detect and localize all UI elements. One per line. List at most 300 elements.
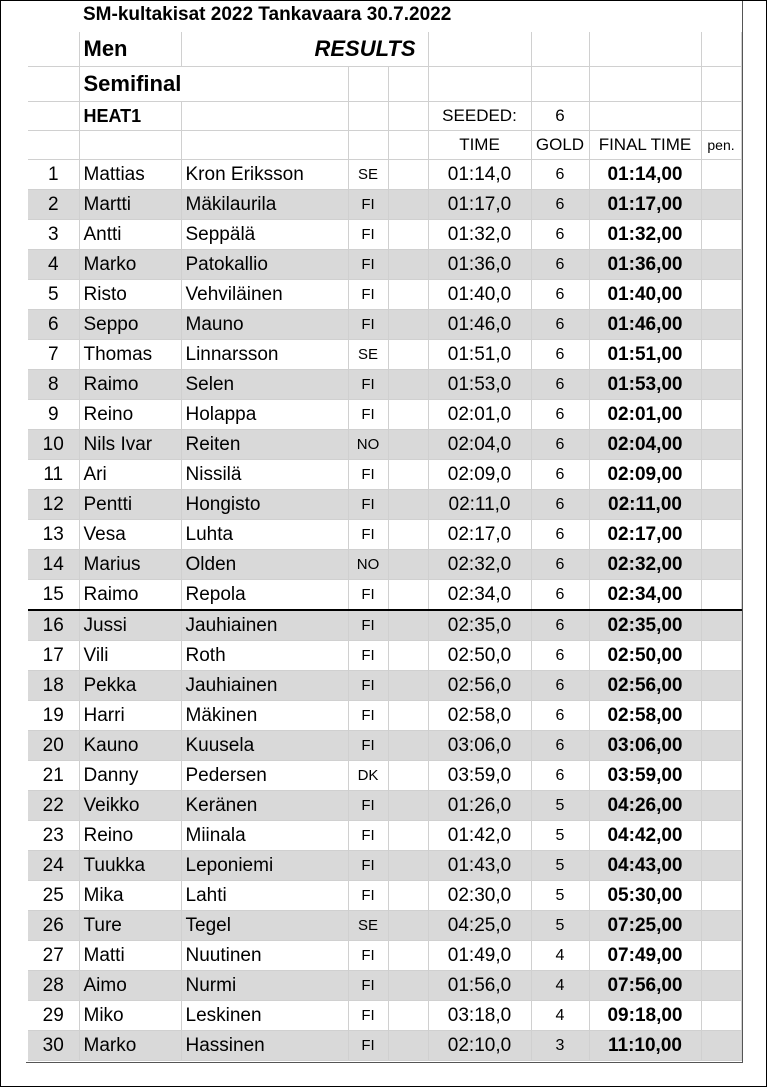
cell-penalty [701, 580, 741, 611]
cell-penalty [701, 550, 741, 580]
cell-rank: 9 [28, 400, 79, 430]
round-label: Semifinal [79, 67, 348, 102]
cell-country: FI [348, 400, 388, 430]
cell-time: 01:40,0 [428, 280, 531, 310]
cell-penalty [701, 490, 741, 520]
column-header-time: TIME [428, 131, 531, 160]
cell-empty [388, 791, 428, 821]
cell-country: FI [348, 250, 388, 280]
cell-gold: 6 [531, 310, 589, 340]
cell-first-name: Raimo [79, 370, 181, 400]
cell-time: 03:59,0 [428, 761, 531, 791]
cell-country: FI [348, 971, 388, 1001]
cell-empty [388, 821, 428, 851]
cell-last-name: Nuutinen [181, 941, 348, 971]
cell-rank: 30 [28, 1031, 79, 1061]
cell-empty [388, 340, 428, 370]
cell-gold: 3 [531, 1031, 589, 1061]
cell-time: 02:10,0 [428, 1031, 531, 1061]
cell-last-name: Patokallio [181, 250, 348, 280]
cell-empty [388, 610, 428, 641]
cell-country: DK [348, 761, 388, 791]
cell-gold: 6 [531, 761, 589, 791]
cell-rank: 13 [28, 520, 79, 550]
table-row [28, 460, 741, 490]
cell-final-time: 04:43,00 [589, 851, 701, 881]
cell-penalty [701, 220, 741, 250]
cell-time: 02:35,0 [428, 610, 531, 641]
cell-penalty [701, 340, 741, 370]
cell-final-time: 05:30,00 [589, 881, 701, 911]
cell-first-name: Vesa [79, 520, 181, 550]
cell-rank: 29 [28, 1001, 79, 1031]
cell-last-name: Leskinen [181, 1001, 348, 1031]
cell-last-name: Lahti [181, 881, 348, 911]
cell-empty [388, 190, 428, 220]
cell-gold: 6 [531, 190, 589, 220]
cell-time: 01:14,0 [428, 160, 531, 190]
cell-penalty [701, 310, 741, 340]
cell-penalty [701, 791, 741, 821]
cell-gold: 5 [531, 911, 589, 941]
cell-empty [388, 971, 428, 1001]
cell-final-time: 02:58,00 [589, 701, 701, 731]
cell-time: 02:09,0 [428, 460, 531, 490]
cell-penalty [701, 190, 741, 220]
cell-gold: 6 [531, 280, 589, 310]
cell-rank: 7 [28, 340, 79, 370]
cell-final-time: 01:36,00 [589, 250, 701, 280]
cell-first-name: Veikko [79, 791, 181, 821]
cell-rank: 16 [28, 610, 79, 641]
cell-final-time: 01:40,00 [589, 280, 701, 310]
cell-time: 02:50,0 [428, 641, 531, 671]
cell-time: 04:25,0 [428, 911, 531, 941]
cell-empty [388, 761, 428, 791]
cell-final-time: 01:53,00 [589, 370, 701, 400]
cell-last-name: Holappa [181, 400, 348, 430]
cell-final-time: 01:46,00 [589, 310, 701, 340]
cell-time: 01:53,0 [428, 370, 531, 400]
table-row [28, 220, 741, 250]
cell-gold: 5 [531, 821, 589, 851]
cell-penalty [701, 971, 741, 1001]
table-row [28, 490, 741, 520]
cell-country: FI [348, 791, 388, 821]
cell-country: FI [348, 881, 388, 911]
cell-gold: 6 [531, 430, 589, 460]
cell-penalty [701, 701, 741, 731]
cell-first-name: Seppo [79, 310, 181, 340]
cell-country: FI [348, 520, 388, 550]
cell-empty [388, 370, 428, 400]
cell-first-name: Harri [79, 701, 181, 731]
cell-gold: 6 [531, 520, 589, 550]
cell-last-name: Jauhiainen [181, 610, 348, 641]
cell-penalty [701, 460, 741, 490]
cell-time: 02:17,0 [428, 520, 531, 550]
cell-gold: 6 [531, 701, 589, 731]
table-row [28, 580, 741, 611]
cell-last-name: Luhta [181, 520, 348, 550]
cell-gold: 6 [531, 550, 589, 580]
cell-empty [388, 280, 428, 310]
heat-label: HEAT1 [79, 102, 181, 131]
cell-first-name: Risto [79, 280, 181, 310]
cell-last-name: Hassinen [181, 1031, 348, 1061]
cell-empty [388, 701, 428, 731]
cell-rank: 25 [28, 881, 79, 911]
cell-final-time: 07:56,00 [589, 971, 701, 1001]
cell-last-name: Jauhiainen [181, 671, 348, 701]
cell-empty [388, 580, 428, 611]
cell-country: FI [348, 821, 388, 851]
cell-empty [388, 550, 428, 580]
cell-country: FI [348, 310, 388, 340]
cell-country: FI [348, 641, 388, 671]
cell-first-name: Ari [79, 460, 181, 490]
cell-rank: 28 [28, 971, 79, 1001]
cell-empty [388, 731, 428, 761]
cell-empty [388, 641, 428, 671]
cell-time: 02:11,0 [428, 490, 531, 520]
cell-empty [388, 160, 428, 190]
page-title: SM-kultakisat 2022 Tankavaara 30.7.2022 [83, 4, 452, 25]
cell-time: 02:58,0 [428, 701, 531, 731]
cell-country: FI [348, 731, 388, 761]
cell-penalty [701, 370, 741, 400]
cell-final-time: 01:17,00 [589, 190, 701, 220]
table-row [28, 941, 741, 971]
cell-first-name: Jussi [79, 610, 181, 641]
results-label: RESULTS [181, 32, 428, 67]
cell-rank: 18 [28, 671, 79, 701]
cell-gold: 6 [531, 400, 589, 430]
cell-rank: 14 [28, 550, 79, 580]
cell-penalty [701, 160, 741, 190]
cell-penalty [701, 610, 741, 641]
cell-empty [388, 460, 428, 490]
cell-first-name: Marius [79, 550, 181, 580]
cell-penalty [701, 400, 741, 430]
cell-time: 01:26,0 [428, 791, 531, 821]
cell-final-time: 03:06,00 [589, 731, 701, 761]
cell-empty [388, 851, 428, 881]
cell-time: 01:56,0 [428, 971, 531, 1001]
cell-rank: 24 [28, 851, 79, 881]
cell-empty [388, 490, 428, 520]
cell-time: 01:51,0 [428, 340, 531, 370]
cell-empty [388, 941, 428, 971]
cell-first-name: Antti [79, 220, 181, 250]
cell-last-name: Leponiemi [181, 851, 348, 881]
cell-first-name: Aimo [79, 971, 181, 1001]
cell-gold: 4 [531, 941, 589, 971]
cell-first-name: Marko [79, 250, 181, 280]
cell-gold: 6 [531, 370, 589, 400]
cell-rank: 5 [28, 280, 79, 310]
table-row [28, 641, 741, 671]
cell-time: 02:01,0 [428, 400, 531, 430]
cell-final-time: 02:50,00 [589, 641, 701, 671]
cell-rank: 1 [28, 160, 79, 190]
cell-time: 01:42,0 [428, 821, 531, 851]
cell-last-name: Kuusela [181, 731, 348, 761]
cell-penalty [701, 520, 741, 550]
cell-gold: 5 [531, 791, 589, 821]
cell-last-name: Nurmi [181, 971, 348, 1001]
cell-penalty [701, 911, 741, 941]
cell-first-name: Nils Ivar [79, 430, 181, 460]
cell-country: FI [348, 490, 388, 520]
cell-last-name: Roth [181, 641, 348, 671]
cell-penalty [701, 430, 741, 460]
cell-country: FI [348, 671, 388, 701]
cell-penalty [701, 881, 741, 911]
column-header-gold: GOLD [531, 131, 589, 160]
cell-first-name: Pekka [79, 671, 181, 701]
cell-gold: 6 [531, 490, 589, 520]
cell-country: SE [348, 340, 388, 370]
cell-gold: 6 [531, 250, 589, 280]
cell-first-name: Danny [79, 761, 181, 791]
cell-final-time: 02:56,00 [589, 671, 701, 701]
cell-rank: 27 [28, 941, 79, 971]
cell-first-name: Tuukka [79, 851, 181, 881]
cell-last-name: Nissilä [181, 460, 348, 490]
sheet-bottom-border [26, 1062, 743, 1063]
cell-first-name: Raimo [79, 580, 181, 611]
cell-gold: 6 [531, 220, 589, 250]
cell-final-time: 01:14,00 [589, 160, 701, 190]
cell-last-name: Keränen [181, 791, 348, 821]
cell-gold: 6 [531, 731, 589, 761]
table-row [28, 1001, 741, 1031]
cell-country: SE [348, 911, 388, 941]
cell-rank: 26 [28, 911, 79, 941]
cell-final-time: 02:09,00 [589, 460, 701, 490]
cell-gold: 6 [531, 610, 589, 641]
cell-time: 01:17,0 [428, 190, 531, 220]
cell-last-name: Linnarsson [181, 340, 348, 370]
table-row [28, 610, 741, 641]
table-row [28, 340, 741, 370]
cell-first-name: Matti [79, 941, 181, 971]
cell-final-time: 02:04,00 [589, 430, 701, 460]
cell-rank: 21 [28, 761, 79, 791]
cell-rank: 11 [28, 460, 79, 490]
cell-first-name: Mika [79, 881, 181, 911]
cell-last-name: Kron Eriksson [181, 160, 348, 190]
cell-rank: 15 [28, 580, 79, 611]
cell-rank: 20 [28, 731, 79, 761]
cell-country: FI [348, 370, 388, 400]
table-row [28, 250, 741, 280]
seeded-label: SEEDED: [428, 102, 531, 131]
cell-final-time: 04:26,00 [589, 791, 701, 821]
cell-rank: 3 [28, 220, 79, 250]
table-row [28, 731, 741, 761]
cell-empty [388, 250, 428, 280]
cell-first-name: Reino [79, 400, 181, 430]
table-row [28, 520, 741, 550]
cell-final-time: 07:49,00 [589, 941, 701, 971]
cell-final-time: 01:32,00 [589, 220, 701, 250]
cell-rank: 19 [28, 701, 79, 731]
cell-penalty [701, 671, 741, 701]
cell-country: FI [348, 220, 388, 250]
cell-final-time: 02:32,00 [589, 550, 701, 580]
cell-rank: 6 [28, 310, 79, 340]
table-row [28, 400, 741, 430]
table-row [28, 160, 741, 190]
cell-rank: 17 [28, 641, 79, 671]
cell-rank: 23 [28, 821, 79, 851]
cell-first-name: Reino [79, 821, 181, 851]
cell-gold: 6 [531, 641, 589, 671]
cell-country: FI [348, 941, 388, 971]
table-row [28, 881, 741, 911]
cell-final-time: 04:42,00 [589, 821, 701, 851]
cell-last-name: Hongisto [181, 490, 348, 520]
cell-country: SE [348, 160, 388, 190]
cell-rank: 10 [28, 430, 79, 460]
sheet-right-border [742, 1, 743, 1063]
cell-rank: 8 [28, 370, 79, 400]
table-row [28, 851, 741, 881]
column-header-final-time: FINAL TIME [589, 131, 701, 160]
cell-first-name: Marko [79, 1031, 181, 1061]
cell-time: 01:49,0 [428, 941, 531, 971]
table-row [28, 190, 741, 220]
cell-country: FI [348, 610, 388, 641]
cell-final-time: 01:51,00 [589, 340, 701, 370]
column-header-penalty: pen. [701, 131, 741, 160]
cell-final-time: 02:17,00 [589, 520, 701, 550]
table-row [28, 791, 741, 821]
header-row-heat [28, 102, 741, 131]
cell-rank: 4 [28, 250, 79, 280]
cell-empty [388, 1001, 428, 1031]
cell-last-name: Mäkinen [181, 701, 348, 731]
header-row-round [28, 67, 741, 102]
cell-last-name: Olden [181, 550, 348, 580]
cell-country: FI [348, 580, 388, 611]
cell-time: 03:06,0 [428, 731, 531, 761]
column-header-row [28, 131, 741, 160]
cell-penalty [701, 761, 741, 791]
cell-rank: 22 [28, 791, 79, 821]
cell-empty [388, 520, 428, 550]
cell-time: 01:46,0 [428, 310, 531, 340]
cell-first-name: Mattias [79, 160, 181, 190]
cell-last-name: Tegel [181, 911, 348, 941]
cell-first-name: Thomas [79, 340, 181, 370]
cell-penalty [701, 641, 741, 671]
cell-last-name: Selen [181, 370, 348, 400]
cell-final-time: 07:25,00 [589, 911, 701, 941]
cell-rank: 12 [28, 490, 79, 520]
cell-last-name: Repola [181, 580, 348, 611]
cell-empty [388, 1031, 428, 1061]
cell-country: FI [348, 1001, 388, 1031]
cell-empty [388, 671, 428, 701]
cell-gold: 6 [531, 160, 589, 190]
cell-empty [388, 310, 428, 340]
cell-empty [388, 400, 428, 430]
cell-empty [388, 911, 428, 941]
cell-gold: 4 [531, 971, 589, 1001]
cell-penalty [701, 851, 741, 881]
cell-first-name: Kauno [79, 731, 181, 761]
cell-penalty [701, 1031, 741, 1061]
cell-country: NO [348, 550, 388, 580]
table-row [28, 310, 741, 340]
cell-last-name: Vehviläinen [181, 280, 348, 310]
cell-country: FI [348, 1031, 388, 1061]
cell-gold: 4 [531, 1001, 589, 1031]
cell-gold: 6 [531, 671, 589, 701]
cell-time: 01:32,0 [428, 220, 531, 250]
cell-country: FI [348, 460, 388, 490]
table-row [28, 821, 741, 851]
cell-country: FI [348, 701, 388, 731]
cell-time: 02:30,0 [428, 881, 531, 911]
header-row-category [28, 32, 741, 67]
table-row [28, 671, 741, 701]
cell-country: FI [348, 190, 388, 220]
table-row [28, 701, 741, 731]
cell-country: FI [348, 280, 388, 310]
table-row [28, 430, 741, 460]
cell-final-time: 09:18,00 [589, 1001, 701, 1031]
cell-last-name: Pedersen [181, 761, 348, 791]
category-label: Men [79, 32, 181, 67]
cell-first-name: Pentti [79, 490, 181, 520]
cell-empty [388, 430, 428, 460]
cell-gold: 6 [531, 460, 589, 490]
cell-time: 02:56,0 [428, 671, 531, 701]
cell-first-name: Martti [79, 190, 181, 220]
cell-rank: 2 [28, 190, 79, 220]
cell-time: 02:34,0 [428, 580, 531, 611]
table-row [28, 550, 741, 580]
results-table [28, 32, 742, 1061]
cell-empty [388, 220, 428, 250]
cell-country: FI [348, 851, 388, 881]
cell-final-time: 11:10,00 [589, 1031, 701, 1061]
cell-penalty [701, 821, 741, 851]
table-row [28, 911, 741, 941]
cell-final-time: 02:11,00 [589, 490, 701, 520]
cell-last-name: Reiten [181, 430, 348, 460]
cell-penalty [701, 941, 741, 971]
cell-country: NO [348, 430, 388, 460]
cell-penalty [701, 250, 741, 280]
table-row [28, 280, 741, 310]
table-row [28, 370, 741, 400]
cell-penalty [701, 1001, 741, 1031]
cell-final-time: 02:35,00 [589, 610, 701, 641]
seeded-value: 6 [531, 102, 589, 131]
cell-gold: 5 [531, 881, 589, 911]
cell-last-name: Miinala [181, 821, 348, 851]
cell-final-time: 02:34,00 [589, 580, 701, 611]
cell-first-name: Ture [79, 911, 181, 941]
cell-time: 01:43,0 [428, 851, 531, 881]
cell-time: 02:04,0 [428, 430, 531, 460]
cell-last-name: Mauno [181, 310, 348, 340]
